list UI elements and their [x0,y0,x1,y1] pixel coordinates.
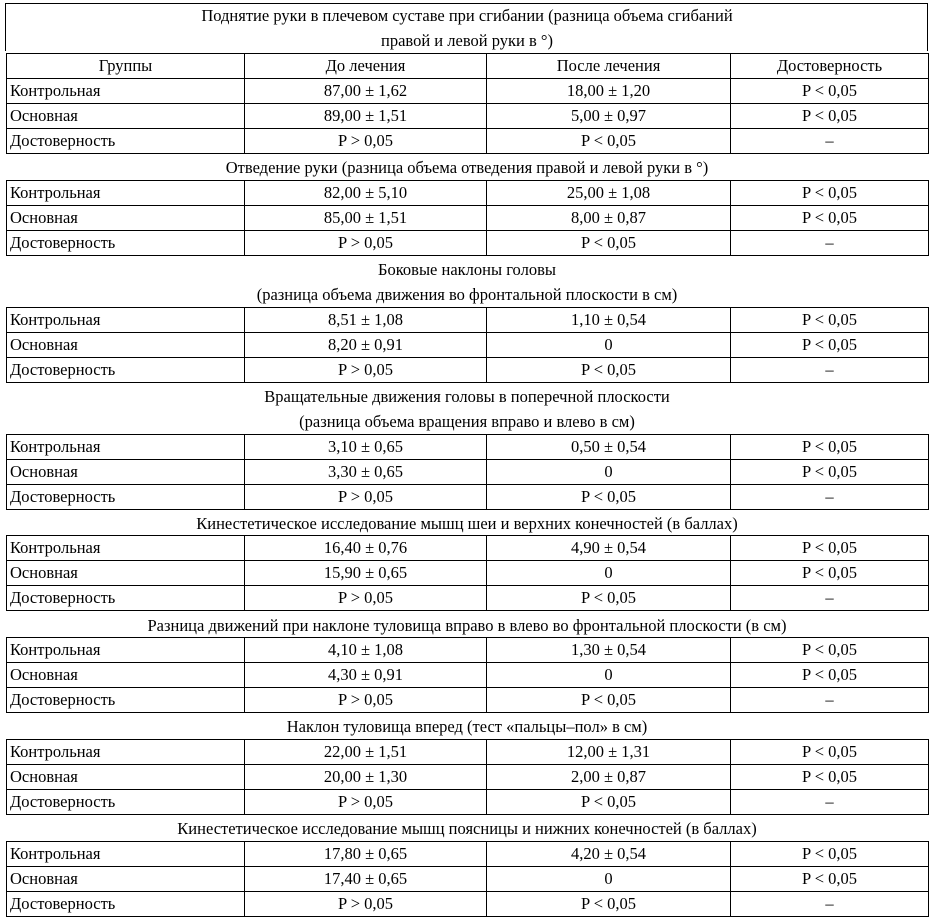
cell-after: 1,10 ± 0,54 [487,307,731,332]
cell-after: 0 [487,459,731,484]
table-row [7,638,929,663]
row-label: Контрольная [7,180,245,205]
cell-after: 4,90 ± 0,54 [487,536,731,561]
cell-after: 0 [487,332,731,357]
row-label: Контрольная [7,536,245,561]
row-label: Основная [7,332,245,357]
table-row [7,764,929,789]
table-row [7,841,929,866]
cell-before: 4,30 ± 0,91 [245,663,487,688]
cell-significance: P < 0,05 [731,78,929,103]
cell-after: P < 0,05 [487,789,731,814]
cell-before: P > 0,05 [245,586,487,611]
table-row [7,180,929,205]
section-table [6,307,929,383]
cell-before: 16,40 ± 0,76 [245,536,487,561]
row-label: Достоверность [7,128,245,153]
cell-after: P < 0,05 [487,586,731,611]
section-title: Поднятие руки в плечевом суставе при сгибании (разница объема сгибаний [201,6,733,25]
cell-significance: P < 0,05 [731,764,929,789]
section-title: Кинестетическое исследование мышц поясницы и нижних конечностей (в баллах) [177,819,757,839]
cell-before: P > 0,05 [245,128,487,153]
cell-significance: – [731,688,929,713]
header-row [7,53,929,78]
cell-after: 8,00 ± 0,87 [487,205,731,230]
row-label: Основная [7,866,245,891]
section-table [6,841,929,917]
table-row [7,205,929,230]
cell-significance: P < 0,05 [731,739,929,764]
table-row [7,78,929,103]
row-label: Достоверность [7,357,245,382]
cell-significance: P < 0,05 [731,103,929,128]
table-row [7,357,929,382]
table-row [7,891,929,916]
section-title: Наклон туловища вперед (тест «пальцы–пол» в см) [286,717,648,737]
header-groups: Группы [7,53,245,78]
table-row [7,536,929,561]
cell-significance: P < 0,05 [731,332,929,357]
cell-before: 17,80 ± 0,65 [245,841,487,866]
cell-before: 82,00 ± 5,10 [245,180,487,205]
row-label: Основная [7,205,245,230]
section-title: (разница объема вращения вправо и влево в см) [299,412,635,431]
row-label: Достоверность [7,688,245,713]
cell-before: 87,00 ± 1,62 [245,78,487,103]
row-label: Достоверность [7,484,245,509]
row-label: Контрольная [7,307,245,332]
section-title: (разница объема движения во фронтальной плоскости в см) [256,285,678,305]
cell-significance: P < 0,05 [731,866,929,891]
cell-before: 4,10 ± 1,08 [245,638,487,663]
row-label: Основная [7,663,245,688]
cell-after: 0,50 ± 0,54 [487,434,731,459]
section-table [6,637,929,713]
row-label: Основная [7,561,245,586]
table-row [7,103,929,128]
row-label: Основная [7,459,245,484]
section-title: Вращательные движения головы в поперечной плоскости [264,387,670,406]
table-row [7,307,929,332]
cell-before: 17,40 ± 0,65 [245,866,487,891]
cell-after: 18,00 ± 1,20 [487,78,731,103]
cell-before: P > 0,05 [245,357,487,382]
table-row [7,739,929,764]
cell-before: 8,51 ± 1,08 [245,307,487,332]
cell-after: 0 [487,663,731,688]
section-table [6,53,929,154]
cell-after: P < 0,05 [487,891,731,916]
header-before: До лечения [245,53,487,78]
cell-before: P > 0,05 [245,484,487,509]
table-row [7,230,929,255]
cell-significance: P < 0,05 [731,663,929,688]
section-title: правой и левой руки в °) [381,31,553,50]
cell-after: P < 0,05 [487,688,731,713]
cell-after: 5,00 ± 0,97 [487,103,731,128]
table-row [7,434,929,459]
cell-before: 89,00 ± 1,51 [245,103,487,128]
row-label: Контрольная [7,78,245,103]
header-after: После лечения [487,53,731,78]
row-label: Контрольная [7,841,245,866]
cell-before: P > 0,05 [245,891,487,916]
cell-significance: – [731,484,929,509]
cell-significance: P < 0,05 [731,307,929,332]
cell-significance: P < 0,05 [731,180,929,205]
cell-significance: P < 0,05 [731,841,929,866]
row-label: Основная [7,764,245,789]
cell-before: 3,10 ± 0,65 [245,434,487,459]
cell-significance: P < 0,05 [731,434,929,459]
table-row [7,866,929,891]
cell-after: P < 0,05 [487,230,731,255]
section-table [6,180,929,256]
section-table [6,434,929,510]
cell-significance: P < 0,05 [731,536,929,561]
cell-after: 0 [487,561,731,586]
cell-after: P < 0,05 [487,128,731,153]
cell-significance: – [731,230,929,255]
cell-after: 4,20 ± 0,54 [487,841,731,866]
row-label: Основная [7,103,245,128]
cell-significance: P < 0,05 [731,561,929,586]
cell-significance: – [731,789,929,814]
table-row [7,688,929,713]
cell-before: 3,30 ± 0,65 [245,459,487,484]
section-title: Кинестетическое исследование мышц шеи и верхних конечностей (в баллах) [196,513,738,533]
cell-significance: – [731,586,929,611]
cell-significance: P < 0,05 [731,205,929,230]
row-label: Контрольная [7,739,245,764]
cell-before: 15,90 ± 0,65 [245,561,487,586]
row-label: Достоверность [7,891,245,916]
row-label: Достоверность [7,586,245,611]
row-label: Контрольная [7,638,245,663]
cell-before: 20,00 ± 1,30 [245,764,487,789]
cell-after: 25,00 ± 1,08 [487,180,731,205]
cell-significance: P < 0,05 [731,459,929,484]
cell-after: 12,00 ± 1,31 [487,739,731,764]
table-row [7,484,929,509]
section-table [6,739,929,815]
cell-before: 8,20 ± 0,91 [245,332,487,357]
table-row [7,561,929,586]
cell-after: 2,00 ± 0,87 [487,764,731,789]
table-row [7,459,929,484]
row-label: Достоверность [7,230,245,255]
section-title: Разница движений при наклоне туловища вправо в влево во фронтальной плоскости (в см) [147,615,787,635]
table-row [7,332,929,357]
cell-before: P > 0,05 [245,789,487,814]
cell-before: P > 0,05 [245,688,487,713]
cell-before: 22,00 ± 1,51 [245,739,487,764]
section-table [6,535,929,611]
section-title: Боковые наклоны головы [378,260,556,280]
cell-after: 0 [487,866,731,891]
header-significance: Достоверность [731,53,929,78]
table-row [7,586,929,611]
cell-significance: – [731,357,929,382]
table-row [7,128,929,153]
cell-significance: – [731,891,929,916]
cell-after: P < 0,05 [487,357,731,382]
row-label: Контрольная [7,434,245,459]
cell-before: P > 0,05 [245,230,487,255]
cell-significance: – [731,128,929,153]
table-row [7,789,929,814]
section-title: Отведение руки (разница объема отведения правой и левой руки в °) [225,158,709,178]
row-label: Достоверность [7,789,245,814]
cell-before: 85,00 ± 1,51 [245,205,487,230]
table-row [7,663,929,688]
cell-significance: P < 0,05 [731,638,929,663]
cell-after: P < 0,05 [487,484,731,509]
cell-after: 1,30 ± 0,54 [487,638,731,663]
